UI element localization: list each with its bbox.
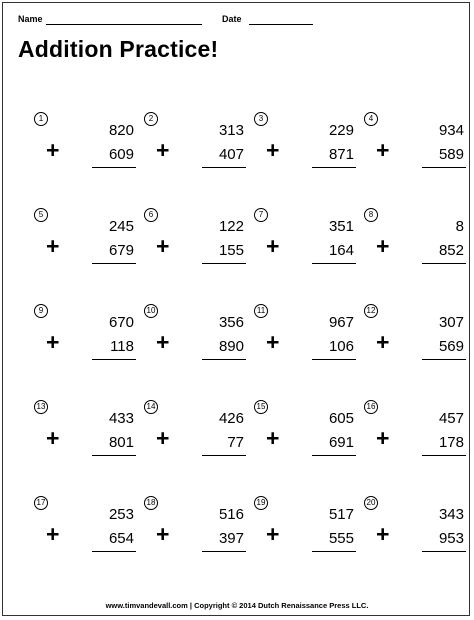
top-addend: 457 [438, 410, 464, 427]
top-addend: 122 [218, 218, 244, 235]
top-addend: 245 [108, 218, 134, 235]
problem-1 [34, 112, 134, 192]
plus-sign: + [376, 137, 390, 163]
bottom-addend: 654 [108, 530, 134, 547]
plus-sign: + [266, 233, 280, 259]
top-addend: 967 [328, 314, 354, 331]
problem-4 [364, 112, 464, 192]
plus-sign: + [376, 329, 390, 355]
problem-number-badge: 4 [364, 112, 378, 126]
date-label: Date [222, 14, 242, 24]
problem-8 [364, 208, 464, 288]
answer-line[interactable] [422, 359, 466, 360]
bottom-addend: 164 [328, 242, 354, 259]
problem-number-badge: 6 [144, 208, 158, 222]
top-addend: 934 [438, 122, 464, 139]
problem-12 [364, 304, 464, 384]
bottom-addend: 953 [438, 530, 464, 547]
top-addend: 426 [218, 410, 244, 427]
problem-3 [254, 112, 354, 192]
bottom-addend: 178 [438, 434, 464, 451]
problem-number-badge: 17 [34, 496, 48, 510]
answer-line[interactable] [422, 167, 466, 168]
bottom-addend: 691 [328, 434, 354, 451]
top-addend: 343 [438, 506, 464, 523]
top-addend: 313 [218, 122, 244, 139]
top-addend: 307 [438, 314, 464, 331]
answer-line[interactable] [92, 167, 136, 168]
plus-sign: + [156, 137, 170, 163]
problem-number-badge: 15 [254, 400, 268, 414]
answer-line[interactable] [202, 551, 246, 552]
worksheet-title: Addition Practice! [18, 36, 219, 62]
plus-sign: + [266, 521, 280, 547]
problem-number-badge: 10 [144, 304, 158, 318]
bottom-addend: 407 [218, 146, 244, 163]
plus-sign: + [156, 329, 170, 355]
problem-15 [254, 400, 354, 480]
bottom-addend: 801 [108, 434, 134, 451]
problem-number-badge: 20 [364, 496, 378, 510]
bottom-addend: 852 [438, 242, 464, 259]
problem-number-badge: 19 [254, 496, 268, 510]
problem-number-badge: 7 [254, 208, 268, 222]
plus-sign: + [46, 425, 60, 451]
problem-18 [144, 496, 244, 576]
problem-11 [254, 304, 354, 384]
problem-17 [34, 496, 134, 576]
top-addend: 605 [328, 410, 354, 427]
plus-sign: + [46, 329, 60, 355]
plus-sign: + [266, 137, 280, 163]
problem-number-badge: 9 [34, 304, 48, 318]
answer-line[interactable] [312, 167, 356, 168]
answer-line[interactable] [312, 455, 356, 456]
top-addend: 356 [218, 314, 244, 331]
answer-line[interactable] [92, 359, 136, 360]
bottom-addend: 609 [108, 146, 134, 163]
name-label: Name [18, 14, 43, 24]
top-addend: 820 [108, 122, 134, 139]
top-addend: 670 [108, 314, 134, 331]
plus-sign: + [266, 425, 280, 451]
bottom-addend: 589 [438, 146, 464, 163]
problem-number-badge: 18 [144, 496, 158, 510]
problem-number-badge: 3 [254, 112, 268, 126]
problem-number-badge: 11 [254, 304, 268, 318]
answer-line[interactable] [202, 359, 246, 360]
top-addend: 229 [328, 122, 354, 139]
answer-line[interactable] [202, 455, 246, 456]
bottom-addend: 397 [218, 530, 244, 547]
plus-sign: + [156, 521, 170, 547]
problem-number-badge: 16 [364, 400, 378, 414]
plus-sign: + [156, 425, 170, 451]
plus-sign: + [46, 521, 60, 547]
plus-sign: + [376, 233, 390, 259]
footer-copyright: www.timvandevall.com | Copyright © 2014 Dutch Renaissance Press LLC. [105, 601, 369, 610]
bottom-addend: 77 [227, 434, 244, 451]
plus-sign: + [376, 425, 390, 451]
bottom-addend: 679 [108, 242, 134, 259]
problem-13 [34, 400, 134, 480]
answer-line[interactable] [92, 455, 136, 456]
bottom-addend: 106 [328, 338, 354, 355]
answer-line[interactable] [202, 263, 246, 264]
problem-number-badge: 5 [34, 208, 48, 222]
problem-7 [254, 208, 354, 288]
bottom-addend: 555 [328, 530, 354, 547]
problem-16 [364, 400, 464, 480]
answer-line[interactable] [202, 167, 246, 168]
problem-2 [144, 112, 244, 192]
plus-sign: + [266, 329, 280, 355]
problem-number-badge: 2 [144, 112, 158, 126]
bottom-addend: 118 [110, 338, 134, 355]
top-addend: 351 [328, 218, 354, 235]
answer-line[interactable] [92, 263, 136, 264]
bottom-addend: 871 [328, 146, 354, 163]
problem-20 [364, 496, 464, 576]
answer-line[interactable] [312, 551, 356, 552]
problem-5 [34, 208, 134, 288]
bottom-addend: 569 [438, 338, 464, 355]
plus-sign: + [46, 233, 60, 259]
problem-6 [144, 208, 244, 288]
problem-19 [254, 496, 354, 576]
problem-10 [144, 304, 244, 384]
problem-number-badge: 1 [34, 112, 48, 126]
answer-line[interactable] [422, 551, 466, 552]
problem-14 [144, 400, 244, 480]
top-addend: 8 [455, 218, 464, 235]
bottom-addend: 890 [218, 338, 244, 355]
answer-line[interactable] [312, 263, 356, 264]
top-addend: 433 [108, 410, 134, 427]
answer-line[interactable] [422, 263, 466, 264]
top-addend: 253 [108, 506, 134, 523]
problem-9 [34, 304, 134, 384]
problem-number-badge: 8 [364, 208, 378, 222]
problem-number-badge: 14 [144, 400, 158, 414]
top-addend: 516 [218, 506, 244, 523]
answer-line[interactable] [422, 455, 466, 456]
answer-line[interactable] [92, 551, 136, 552]
top-addend: 517 [328, 506, 354, 523]
answer-line[interactable] [312, 359, 356, 360]
bottom-addend: 155 [218, 242, 244, 259]
problem-number-badge: 13 [34, 400, 48, 414]
plus-sign: + [156, 233, 170, 259]
plus-sign: + [46, 137, 60, 163]
problem-number-badge: 12 [364, 304, 378, 318]
plus-sign: + [376, 521, 390, 547]
